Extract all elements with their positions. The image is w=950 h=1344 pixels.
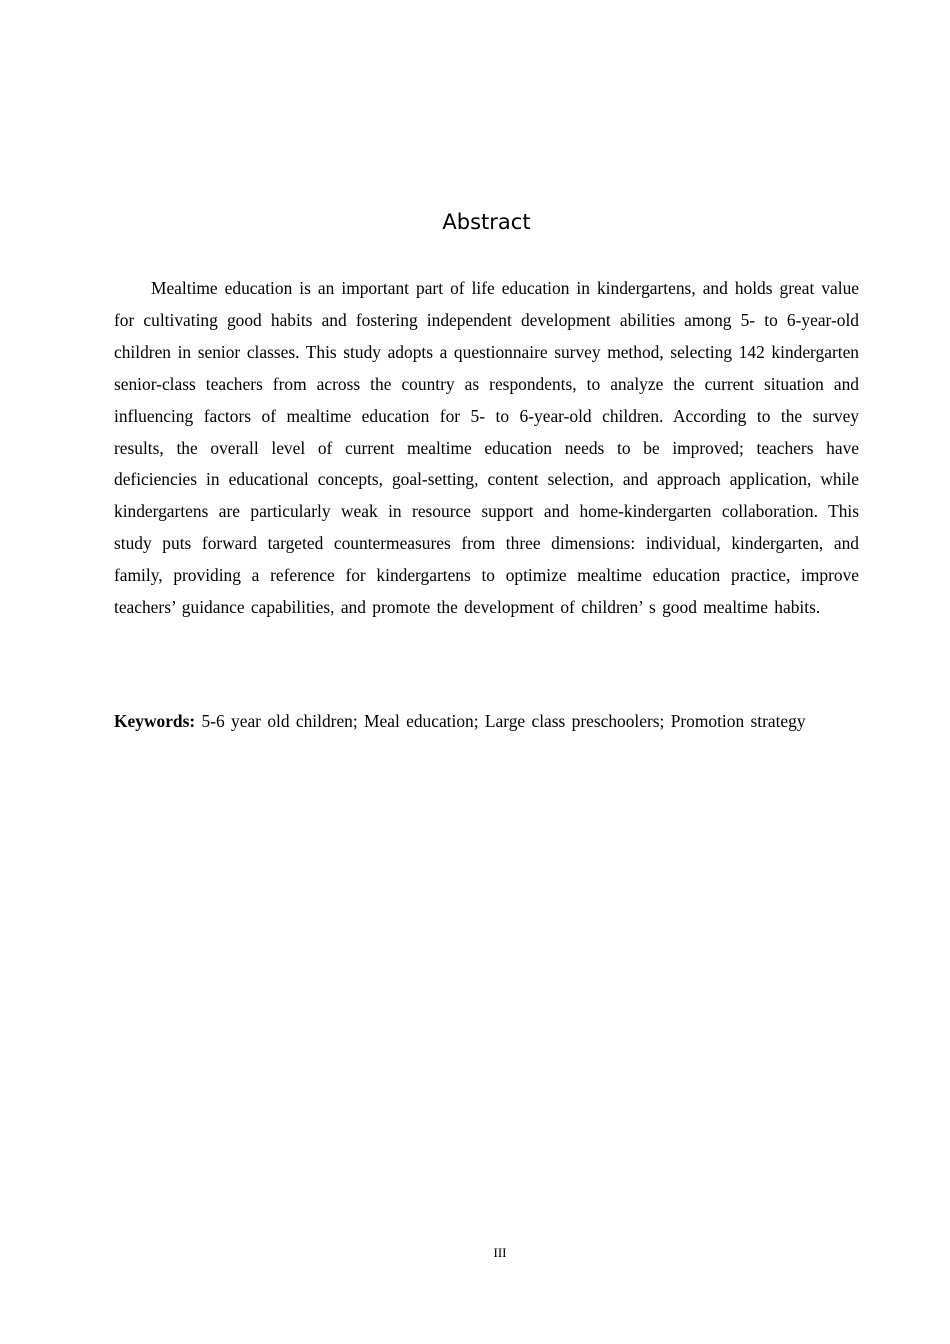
keywords-list: 5-6 year old children; Meal education; Large class preschoolers; Promotion strategy bbox=[201, 711, 806, 731]
abstract-heading: Abstract bbox=[442, 210, 531, 234]
abstract-paragraph: Mealtime education is an important part of life education in kindergartens, and holds great value for cultivating good habits and fostering independent development abilities among 5- to 6-year-old children in senior classes. This study adopts a questionnaire survey method, selecting 142 kindergarten senior-class teachers from across the country as respondents, to analyze the current situation and influencing factors of mealtime education for 5- to 6-year-old children. According to the survey results, the overall level of current mealtime education needs to be improved; teachers have deficiencies in educational concepts, goal-setting, content selection, and approach application, while kindergartens are particularly weak in resource support and home-kindergarten collaboration. This study puts forward targeted countermeasures from three dimensions: individual, kindergarten, and family, providing a reference for kindergartens to optimize mealtime education practice, improve teachers’ guidance capabilities, and promote the development of children’ s good mealtime habits. bbox=[114, 278, 859, 618]
page-number: III bbox=[493, 1245, 507, 1260]
keywords-label: Keywords: bbox=[114, 711, 196, 731]
keywords-paragraph bbox=[114, 706, 859, 738]
